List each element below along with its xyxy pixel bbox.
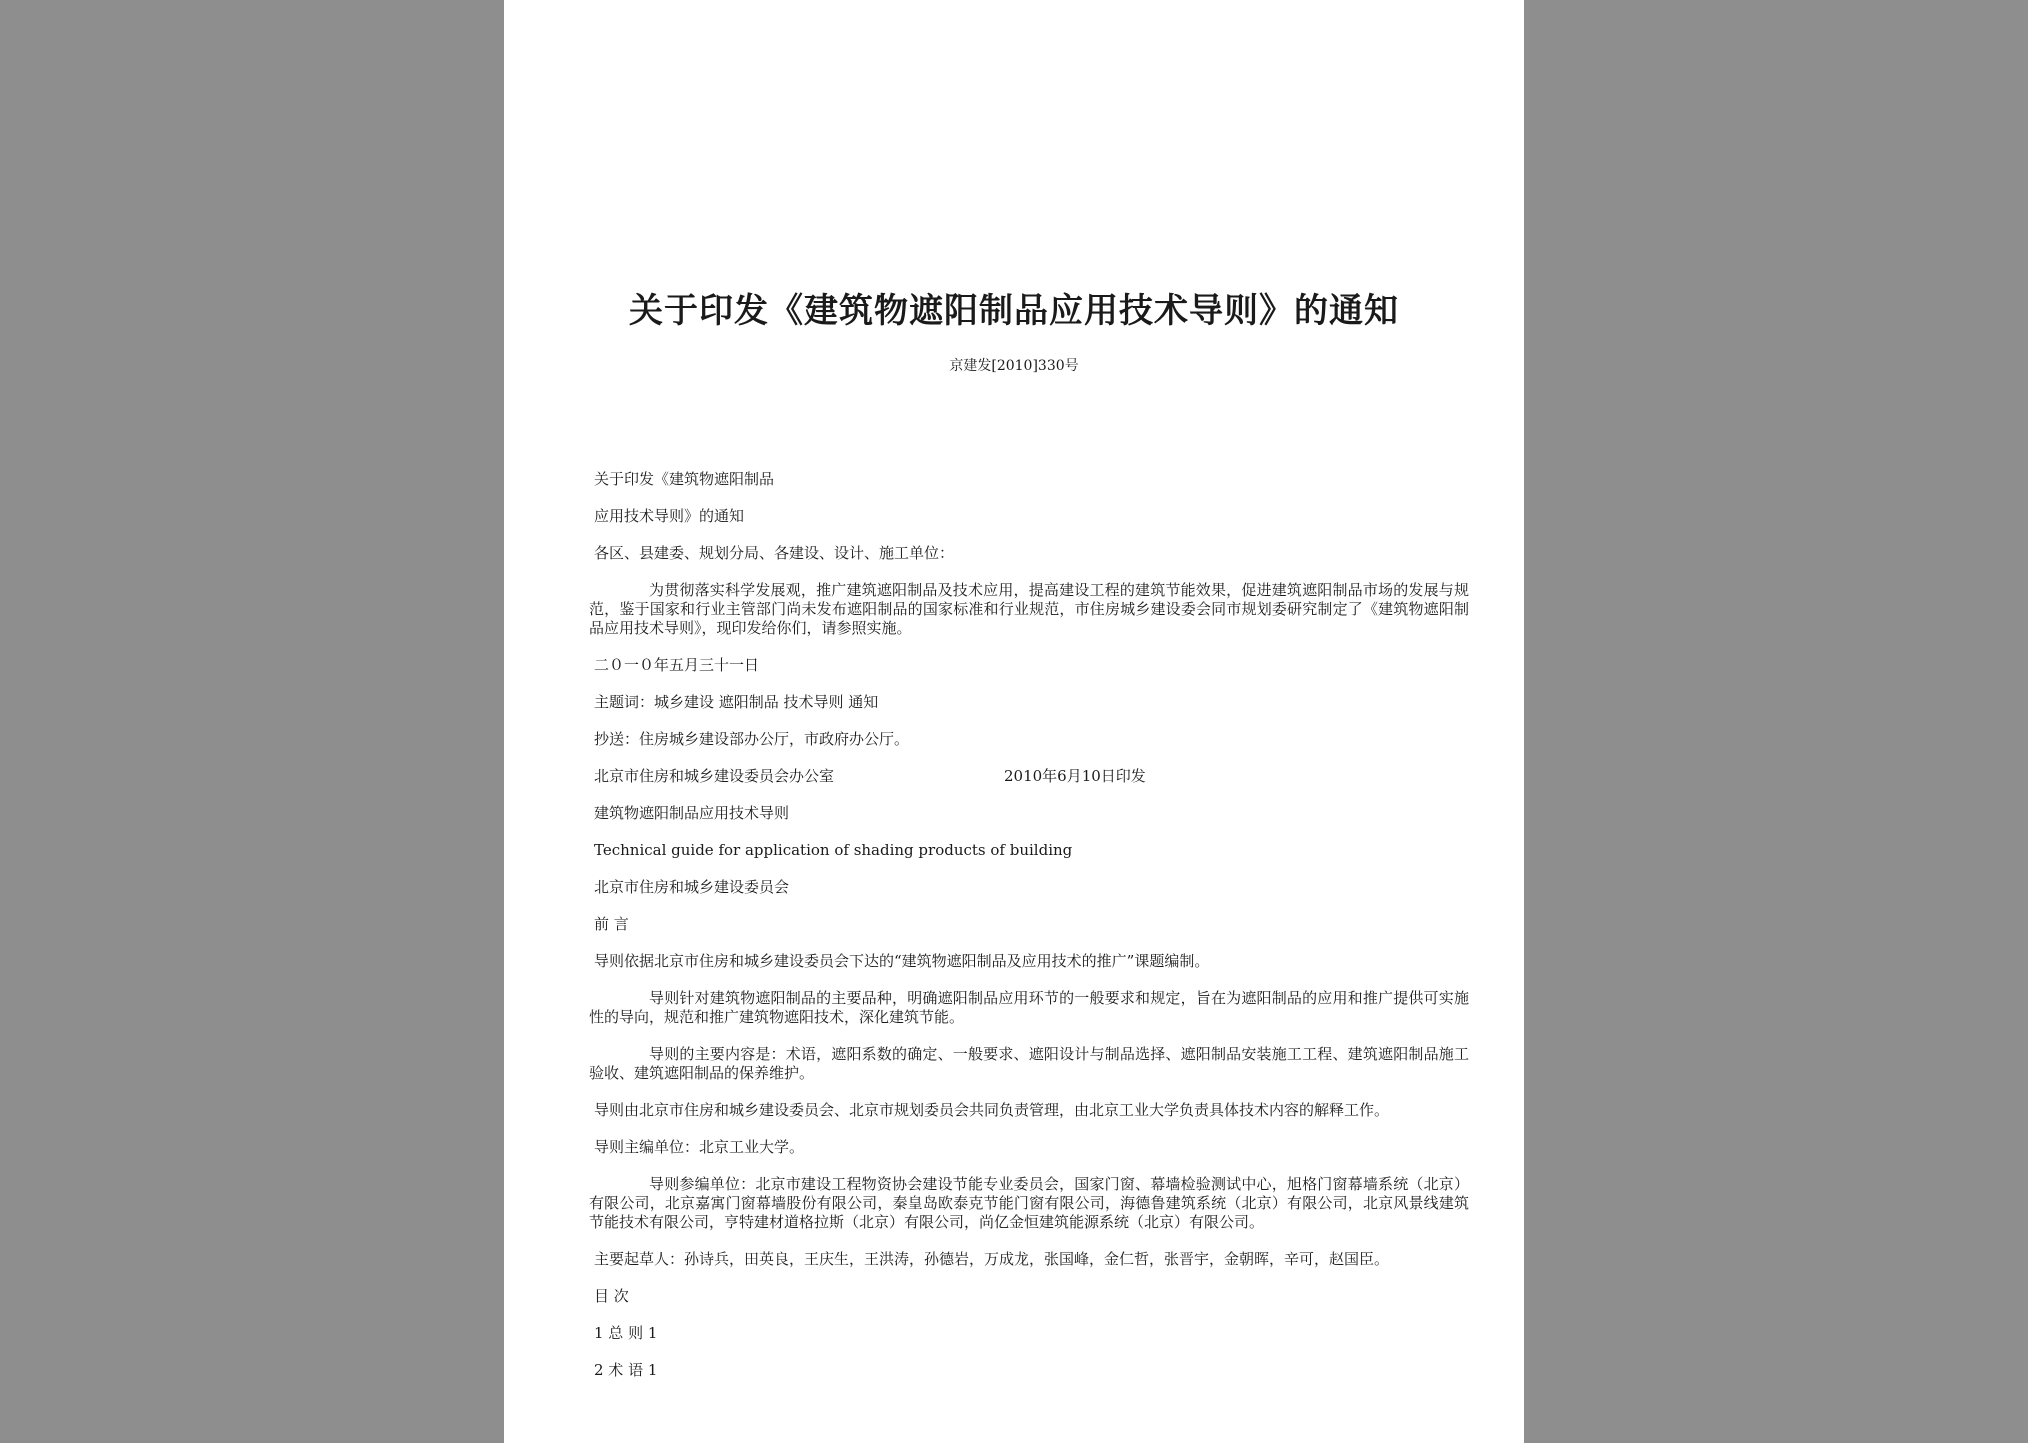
guide-title-cn: 建筑物遮阳制品应用技术导则 — [594, 804, 790, 822]
issuer-row — [594, 767, 1474, 786]
preface-paragraph-2: 导则针对建筑物遮阳制品的主要品种，明确遮阳制品应用环节的一般要求和规定，旨在为遮阳制品的应用和推广提供可实施性的导向，规范和推广建筑物遮阳技术，深化建筑节能。 — [589, 989, 1469, 1026]
toc-item[interactable]: 1 总 则 1 — [594, 1324, 658, 1342]
preface-paragraph-5: 导则主编单位：北京工业大学。 — [594, 1138, 805, 1156]
document-page — [504, 0, 1524, 1443]
preface-paragraph-7: 主要起草人：孙诗兵，田英良，王庆生，王洪涛，孙德岩，万成龙，张国峰，金仁哲，张晋宇，金朝晖，辛可，赵国臣。 — [594, 1250, 1390, 1268]
document-body — [589, 470, 1474, 1398]
toc-item[interactable]: 2 术 语 1 — [594, 1361, 658, 1379]
heading-line-2: 应用技术导则》的通知 — [594, 507, 745, 525]
keywords-line: 主题词：城乡建设 遮阳制品 技术导则 通知 — [594, 693, 879, 711]
guide-org: 北京市住房和城乡建设委员会 — [594, 878, 790, 896]
main-paragraph: 为贯彻落实科学发展观，推广建筑遮阳制品及技术应用，提高建设工程的建筑节能效果，促进建筑遮阳制品市场的发展与规范，鉴于国家和行业主管部门尚未发布遮阳制品的国家标准和行业规范，市住房城乡建设委会同市规划委研究制定了《建筑物遮阳制品应用技术导则》，现印发给你们，请参照实施。 — [589, 581, 1469, 637]
document-number: 京建发[2010]330号 — [949, 358, 1079, 374]
preface-paragraph-1: 导则依据北京市住房和城乡建设委员会下达的“建筑物遮阳制品及应用技术的推广”课题编制。 — [594, 952, 1210, 970]
preface-paragraph-6: 导则参编单位：北京市建设工程物资协会建设节能专业委员会，国家门窗、幕墙检验测试中心，旭格门窗幕墙系统（北京）有限公司，北京嘉寓门窗幕墙股份有限公司，秦皇岛欧泰克节能门窗有限公司，海德鲁建筑系统（北京）有限公司，北京风景线建筑节能技术有限公司，亨特建材道格拉斯（北京）有限公司，尚亿金恒建筑能源系统（北京）有限公司。 — [589, 1175, 1469, 1231]
issuer-org: 北京市住房和城乡建设委员会办公室 — [594, 767, 835, 785]
preface-paragraph-3: 导则的主要内容是：术语，遮阳系数的确定、一般要求、遮阳设计与制品选择、遮阳制品安装施工工程、建筑遮阳制品施工验收、建筑遮阳制品的保养维护。 — [589, 1045, 1469, 1082]
heading-line-1: 关于印发《建筑物遮阳制品 — [594, 470, 775, 488]
guide-title-en: Technical guide for application of shading products of building — [594, 841, 1073, 859]
document-title: 关于印发《建筑物遮阳制品应用技术导则》的通知 — [629, 291, 1399, 331]
addressee: 各区、县建委、规划分局、各建设、设计、施工单位： — [594, 544, 955, 562]
preface-heading: 前 言 — [594, 915, 629, 933]
cc-line: 抄送：住房城乡建设部办公厅，市政府办公厅。 — [594, 730, 910, 748]
issue-date-cn: 二０一０年五月三十一日 — [594, 656, 760, 674]
toc-heading: 目 次 — [594, 1287, 629, 1305]
preface-paragraph-4: 导则由北京市住房和城乡建设委员会、北京市规划委员会共同负责管理，由北京工业大学负责具体技术内容的解释工作。 — [594, 1101, 1390, 1119]
issue-date: 2010年6月10日印发 — [1004, 767, 1146, 785]
